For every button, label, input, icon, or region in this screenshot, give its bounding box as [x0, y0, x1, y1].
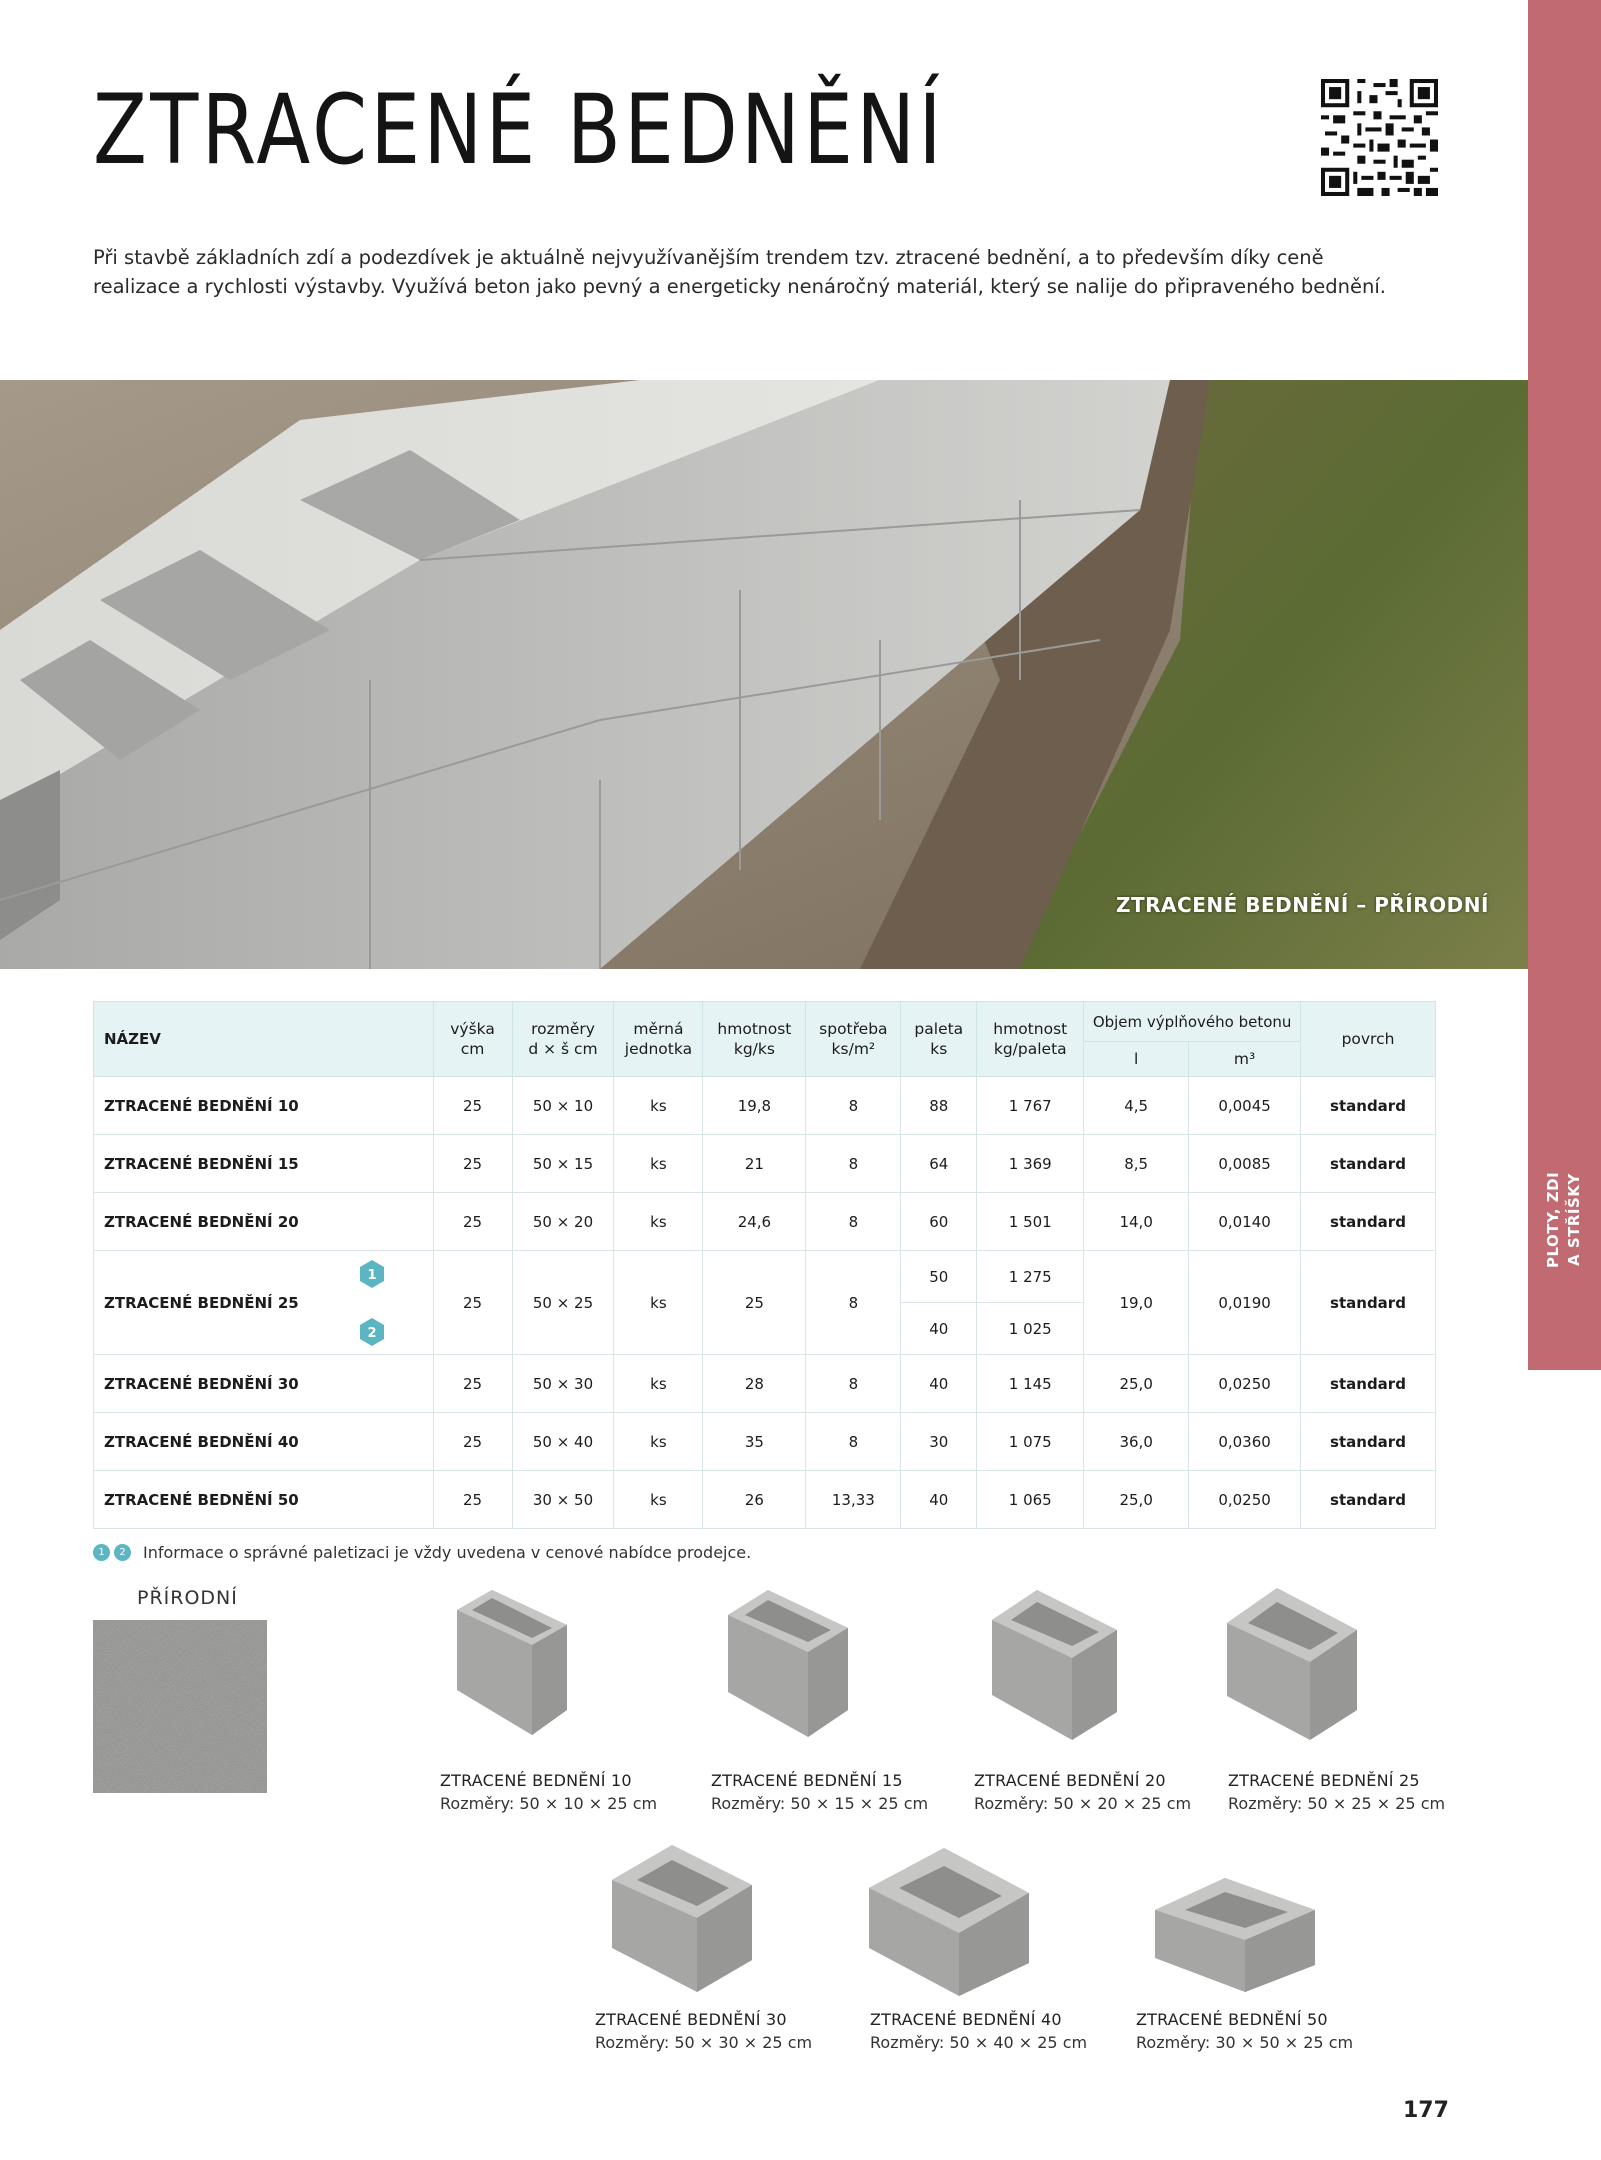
product-title: ZTRACENÉ BEDNĚNÍ 30	[595, 2010, 787, 2029]
section-tab-line1: PLOTY, ZDI	[1544, 1171, 1562, 1269]
table-row	[94, 1135, 1436, 1193]
concrete-wall-photo	[0, 380, 1528, 969]
row-objem-l: 36,0	[1084, 1413, 1189, 1471]
row-rozmery: 50 × 15	[512, 1135, 614, 1193]
header-merna-label: měrná	[633, 1020, 684, 1038]
header-hmotnost-paleta-unit: kg/paleta	[993, 1040, 1067, 1058]
row-povrch: standard	[1301, 1251, 1436, 1355]
row-povrch: standard	[1301, 1077, 1436, 1135]
row-name: ZTRACENÉ BEDNĚNÍ 20	[94, 1193, 434, 1251]
header-hmotnost	[703, 1002, 806, 1077]
header-paleta-label: paleta	[914, 1020, 964, 1038]
row-objem-m3: 0,0190	[1189, 1251, 1301, 1355]
row-hmotnost: 25	[703, 1251, 806, 1355]
row-hmotnost: 19,8	[703, 1077, 806, 1135]
table-row	[94, 1077, 1436, 1135]
header-merna-unit: jednotka	[624, 1040, 693, 1058]
row-rozmery: 50 × 25	[512, 1251, 614, 1355]
product-title: ZTRACENÉ BEDNĚNÍ 15	[711, 1771, 903, 1790]
row-spotreba: 8	[806, 1135, 901, 1193]
product-title: ZTRACENÉ BEDNĚNÍ 50	[1136, 2010, 1328, 2029]
header-spotreba	[806, 1002, 901, 1077]
row-vyska: 25	[433, 1251, 512, 1355]
row-povrch: standard	[1301, 1355, 1436, 1413]
row-paleta: 60	[901, 1193, 977, 1251]
row-name: ZTRACENÉ BEDNĚNÍ 15	[94, 1135, 434, 1193]
row-hmotnost: 24,6	[703, 1193, 806, 1251]
row-name: ZTRACENÉ BEDNĚNÍ 25	[104, 1293, 299, 1312]
row-jednotka: ks	[614, 1355, 703, 1413]
row-spotreba: 8	[806, 1193, 901, 1251]
row-spotreba: 13,33	[806, 1471, 901, 1529]
row-hmotnost-paleta: 1 501	[977, 1193, 1084, 1251]
row-name-cell	[94, 1251, 434, 1355]
header-spotreba-unit: ks/m²	[831, 1040, 876, 1058]
product-image-25	[1222, 1578, 1362, 1743]
row-rozmery: 50 × 10	[512, 1077, 614, 1135]
header-objem: Objem výplňového betonu	[1084, 1002, 1301, 1042]
row-spotreba: 8	[806, 1077, 901, 1135]
row-hmotnost: 28	[703, 1355, 806, 1413]
row-povrch: standard	[1301, 1135, 1436, 1193]
row-name: ZTRACENÉ BEDNĚNÍ 10	[94, 1077, 434, 1135]
row-paleta: 64	[901, 1135, 977, 1193]
row-povrch: standard	[1301, 1413, 1436, 1471]
header-objem-m3: m³	[1189, 1042, 1301, 1077]
header-vyska-label: výška	[450, 1020, 495, 1038]
product-dims: Rozměry: 30 × 50 × 25 cm	[1136, 2033, 1354, 2052]
row-objem-l: 19,0	[1084, 1251, 1189, 1355]
header-hmotnost-unit: kg/ks	[733, 1040, 775, 1058]
row-rozmery: 50 × 40	[512, 1413, 614, 1471]
row-spotreba: 8	[806, 1355, 901, 1413]
swatch-label: PŘÍRODNÍ	[137, 1587, 238, 1609]
row-paleta: 30	[901, 1413, 977, 1471]
qr-code-icon[interactable]	[1321, 79, 1438, 196]
page-number: 177	[1403, 2098, 1449, 2123]
header-paleta	[901, 1002, 977, 1077]
product-dims: Rozměry: 50 × 10 × 25 cm	[440, 1794, 658, 1813]
header-hmotnost-paleta-label: hmotnost	[993, 1020, 1068, 1038]
row-jednotka: ks	[614, 1077, 703, 1135]
note-badge-1-icon: 1	[93, 1544, 110, 1561]
product-image-10	[452, 1580, 572, 1745]
row-paleta: 88	[901, 1077, 977, 1135]
header-spotreba-label: spotřeba	[819, 1020, 888, 1038]
row-rozmery: 50 × 30	[512, 1355, 614, 1413]
row-hmotnost-paleta: 1 767	[977, 1077, 1084, 1135]
header-paleta-unit: ks	[930, 1040, 948, 1058]
row-name: ZTRACENÉ BEDNĚNÍ 40	[94, 1413, 434, 1471]
header-hmotnost-label: hmotnost	[717, 1020, 792, 1038]
row-objem-l: 4,5	[1084, 1077, 1189, 1135]
row-hmotnost-paleta: 1 075	[977, 1413, 1084, 1471]
surface-swatch	[93, 1620, 267, 1793]
row-rozmery: 30 × 50	[512, 1471, 614, 1529]
row-hmotnost-paleta: 1 275	[977, 1251, 1084, 1303]
row-hmotnost-paleta-2: 1 025	[977, 1303, 1084, 1355]
row-hmotnost-paleta: 1 369	[977, 1135, 1084, 1193]
pallet-badge-2-icon	[357, 1317, 387, 1347]
product-image-20	[987, 1580, 1122, 1745]
product-image-15	[723, 1580, 853, 1745]
row-paleta: 40	[901, 1355, 977, 1413]
header-povrch: povrch	[1301, 1002, 1436, 1077]
section-tab	[1528, 0, 1601, 1370]
row-rozmery: 50 × 20	[512, 1193, 614, 1251]
row-hmotnost: 35	[703, 1413, 806, 1471]
row-jednotka: ks	[614, 1471, 703, 1529]
product-image-30	[607, 1830, 757, 1995]
row-hmotnost-paleta: 1 145	[977, 1355, 1084, 1413]
header-objem-l: l	[1084, 1042, 1189, 1077]
product-title: ZTRACENÉ BEDNĚNÍ 25	[1228, 1771, 1420, 1790]
badge-1-number: 1	[367, 1268, 377, 1283]
table-row	[94, 1251, 1436, 1303]
product-dims: Rozměry: 50 × 20 × 25 cm	[974, 1794, 1192, 1813]
product-dims: Rozměry: 50 × 15 × 25 cm	[711, 1794, 929, 1813]
header-hmotnost-paleta	[977, 1002, 1084, 1077]
header-vyska-unit: cm	[460, 1040, 485, 1058]
row-vyska: 25	[433, 1413, 512, 1471]
row-objem-l: 25,0	[1084, 1355, 1189, 1413]
row-paleta: 50	[901, 1251, 977, 1303]
table-row	[94, 1471, 1436, 1529]
row-vyska: 25	[433, 1193, 512, 1251]
row-objem-m3: 0,0360	[1189, 1413, 1301, 1471]
product-image-40	[864, 1838, 1034, 1998]
badge-2-number: 2	[367, 1326, 377, 1341]
row-vyska: 25	[433, 1355, 512, 1413]
header-rozmery-unit: d × š cm	[528, 1040, 598, 1058]
row-name: ZTRACENÉ BEDNĚNÍ 30	[94, 1355, 434, 1413]
hero-photo	[0, 380, 1528, 969]
note-badge-2-icon: 2	[114, 1544, 131, 1561]
row-vyska: 25	[433, 1471, 512, 1529]
product-title: ZTRACENÉ BEDNĚNÍ 40	[870, 2010, 1062, 2029]
section-tab-label	[1543, 1170, 1587, 1270]
header-merna	[614, 1002, 703, 1077]
row-hmotnost: 26	[703, 1471, 806, 1529]
row-objem-m3: 0,0085	[1189, 1135, 1301, 1193]
pallet-badge-1-icon	[357, 1259, 387, 1289]
table-row	[94, 1355, 1436, 1413]
product-spec-table	[93, 1001, 1436, 1529]
table-row	[94, 1193, 1436, 1251]
row-jednotka: ks	[614, 1193, 703, 1251]
row-jednotka: ks	[614, 1251, 703, 1355]
row-povrch: standard	[1301, 1193, 1436, 1251]
header-rozmery-label: rozměry	[531, 1020, 595, 1038]
table-row	[94, 1413, 1436, 1471]
pallet-note	[93, 1543, 751, 1562]
row-objem-l: 8,5	[1084, 1135, 1189, 1193]
row-paleta-2: 40	[901, 1303, 977, 1355]
row-spotreba: 8	[806, 1413, 901, 1471]
table-header-row	[94, 1002, 1436, 1042]
row-vyska: 25	[433, 1077, 512, 1135]
row-objem-m3: 0,0140	[1189, 1193, 1301, 1251]
product-title: ZTRACENÉ BEDNĚNÍ 10	[440, 1771, 632, 1790]
intro-text: Při stavbě základních zdí a podezdívek je aktuálně nejvyužívanějším trendem tzv. ztracené bednění, a to především díky ceně realizace a rychlosti výstavby. Využívá beton jako pevný a energeticky nenáročný materiál, který se nalije do připraveného bednění.	[93, 246, 1386, 298]
note-text: Informace o správné paletizaci je vždy uvedena v cenové nabídce prodejce.	[143, 1543, 752, 1562]
row-objem-m3: 0,0250	[1189, 1355, 1301, 1413]
photo-caption: ZTRACENÉ BEDNĚNÍ – PŘÍRODNÍ	[1116, 893, 1489, 917]
product-dims: Rozměry: 50 × 25 × 25 cm	[1228, 1794, 1446, 1813]
row-objem-m3: 0,0045	[1189, 1077, 1301, 1135]
row-jednotka: ks	[614, 1135, 703, 1193]
row-name: ZTRACENÉ BEDNĚNÍ 50	[94, 1471, 434, 1529]
row-hmotnost-paleta: 1 065	[977, 1471, 1084, 1529]
row-povrch: standard	[1301, 1471, 1436, 1529]
row-jednotka: ks	[614, 1413, 703, 1471]
row-objem-l: 14,0	[1084, 1193, 1189, 1251]
page-title: ZTRACENÉ BEDNĚNÍ	[93, 74, 945, 186]
header-vyska	[433, 1002, 512, 1077]
row-paleta: 40	[901, 1471, 977, 1529]
product-dims: Rozměry: 50 × 30 × 25 cm	[595, 2033, 813, 2052]
header-rozmery	[512, 1002, 614, 1077]
row-objem-m3: 0,0250	[1189, 1471, 1301, 1529]
row-objem-l: 25,0	[1084, 1471, 1189, 1529]
section-tab-line2: A STŘÍŠKY	[1565, 1173, 1583, 1267]
row-hmotnost: 21	[703, 1135, 806, 1193]
product-image-50	[1150, 1870, 1320, 1995]
product-title: ZTRACENÉ BEDNĚNÍ 20	[974, 1771, 1166, 1790]
row-spotreba: 8	[806, 1251, 901, 1355]
row-vyska: 25	[433, 1135, 512, 1193]
header-name: NÁZEV	[94, 1002, 434, 1077]
product-dims: Rozměry: 50 × 40 × 25 cm	[870, 2033, 1088, 2052]
